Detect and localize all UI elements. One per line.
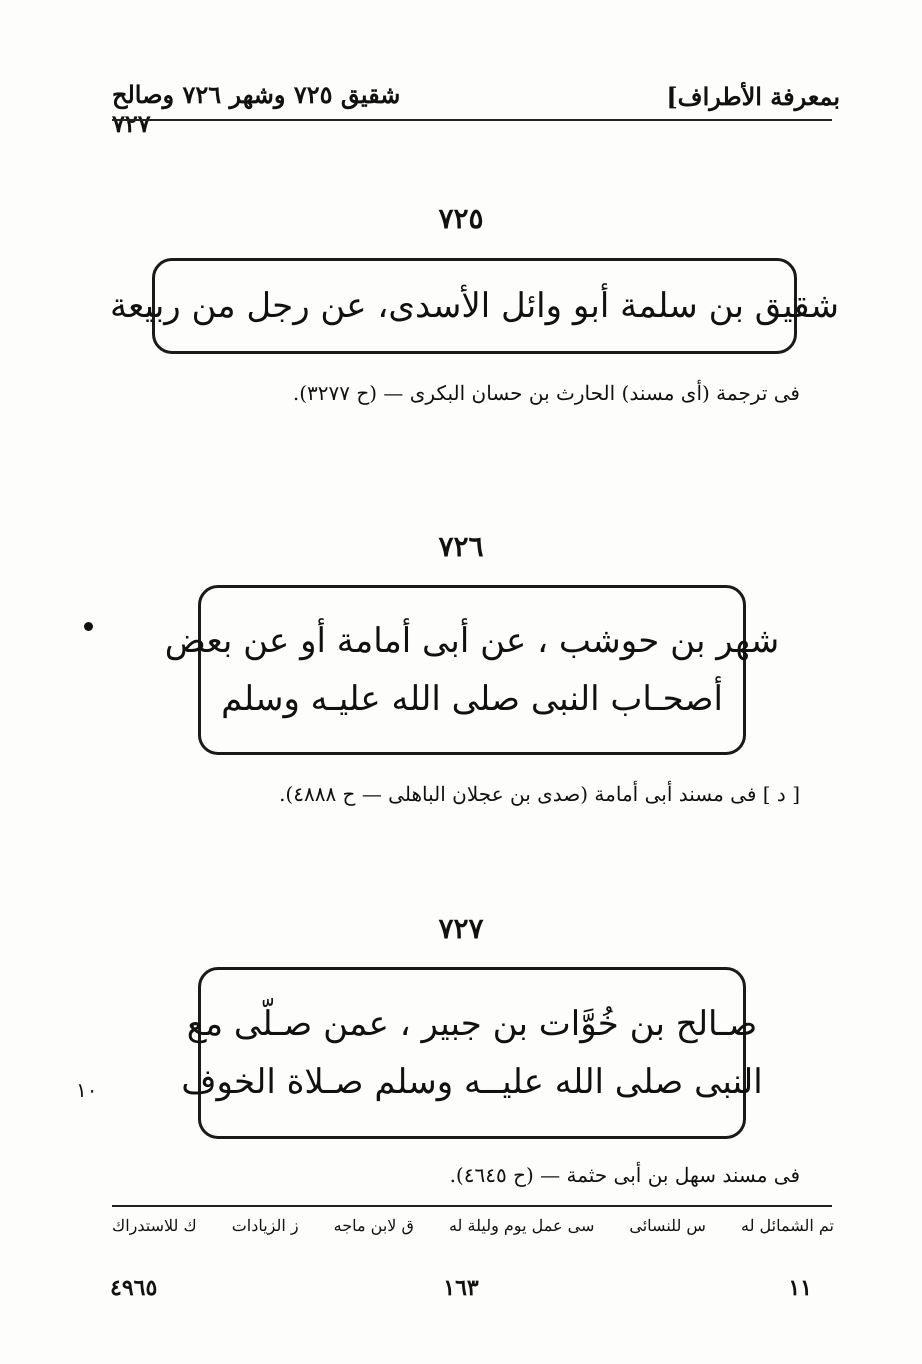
header-rule	[112, 119, 832, 121]
entry-box	[164, 585, 780, 755]
entry-number: ٧٢٥	[438, 202, 484, 235]
margin-bullet	[84, 622, 93, 631]
running-header-left: شقيق ٧٢٥ وشهر ٧٢٦ وصالح ٧٢٧	[112, 80, 401, 138]
entry-box	[181, 967, 763, 1139]
running-header-right: بمعرفة الأطراف]	[666, 82, 840, 111]
print-code: ٤٩٦٥	[110, 1275, 158, 1301]
entry-number: ٧٢٧	[438, 912, 484, 945]
volume-number: ١١	[788, 1275, 812, 1301]
page-number: ١٦٣	[443, 1275, 479, 1301]
entry-reference: فى مسند سهل بن أبى حثمة — (ح ٤٦٤٥).	[449, 1163, 800, 1187]
entry-reference: فى ترجمة (أى مسند) الحارث بن حسان البكرى — (ح ٣٢٧٧).	[292, 381, 800, 405]
sigla-item: ك للاستدراك	[112, 1216, 197, 1235]
entry-number: ٧٢٦	[438, 530, 484, 563]
sigla-item: سى عمل يوم وليلة له	[448, 1216, 595, 1235]
entry-line: أصحـاب النبى صلى الله عليـه وسلم	[221, 679, 723, 719]
sigla-item: س للنسائى	[629, 1216, 706, 1235]
entry-line: شقيق بن سلمة أبو وائل الأسدى، عن رجل من ربيعة	[109, 286, 840, 326]
footnote-sigla	[112, 1216, 834, 1235]
sigla-item: ق لابن ماجه	[333, 1216, 414, 1235]
margin-line-marker: ١٠	[76, 1078, 98, 1102]
entry-reference: [ د ] فى مسند أبى أمامة (صدى بن عجلان الباهلى — ح ٤٨٨٨).	[279, 782, 800, 806]
entry-box	[109, 258, 840, 354]
sigla-item: ز الزيادات	[231, 1216, 299, 1235]
entry-line: شهر بن حوشب ، عن أبى أمامة أو عن بعض	[164, 621, 780, 661]
entry-line: صـالح بن خُوَّات بن جبير ، عمن صـلّى مع	[186, 1004, 758, 1044]
entry-line: النبى صلى الله عليــه وسلم صـلاة الخوف	[181, 1062, 763, 1102]
footnote-rule	[112, 1205, 832, 1207]
sigla-item: تم الشمائل له	[740, 1216, 834, 1235]
